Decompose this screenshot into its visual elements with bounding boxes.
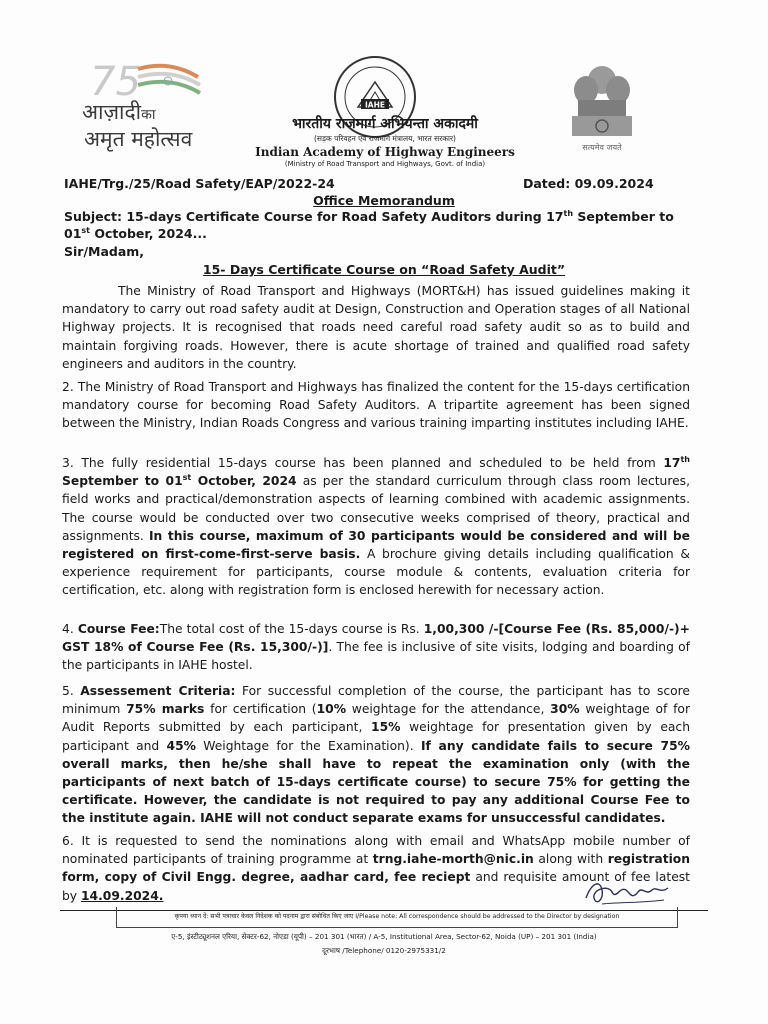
footer-telephone: दूरभाष /Telephone/ 0120-2975331/2 xyxy=(322,946,446,955)
national-emblem-icon xyxy=(556,58,648,158)
logo-ka: का xyxy=(141,107,156,123)
paragraph-1: The Ministry of Road Transport and Highways (MORT&H) has issued guidelines making it mandatory to carry out road safety audit at Design, Construction and Operation stages of all National Highway projects. It is recognised that roads need careful road safety audit so as to build and maintain forgiving roads. However, there is acute shortage of trained and qualified road safety engineers and auditors in the country. xyxy=(62,284,690,371)
ministry-english: (Ministry of Road Transport and Highways, Govt. of India) xyxy=(284,160,486,168)
memo-subject: Subject: 15-days Certificate Course for Road Safety Auditors during 17th September to 01st October, 2024... xyxy=(64,208,674,241)
ministry-hindi: (सड़क परिवहन एवं राजमार्ग मंत्रालय, भारत सरकार) xyxy=(314,134,456,143)
paragraph-2: 2. The Ministry of Road Transport and Highways has finalized the content for the 15-days certification mandatory course for becoming Road Safety Auditors. A tripartite agreement has been signed between the Ministry, Indian Roads Congress and various training imparting institutes including IAHE. xyxy=(62,380,690,431)
signature-icon xyxy=(582,876,672,910)
course-title: 15- Days Certificate Course on “Road Safety Audit” xyxy=(202,262,566,277)
deadline-date: 14.09.2024. xyxy=(81,888,164,903)
institute-header xyxy=(240,116,530,169)
paragraph-5-assessment: 5. Assessement Criteria: For successful completion of the course, the participant has to score minimum 75% marks for certification (10% weightage for the attendance, 30% weightage of for Audit Reports submitted by each participant, 15% weightage for presentation given by each participant and 45% Weightage for the Examination). If any candidate fails to secure 75% overall marks, then he/she shall have to repeat the examination only (with the participants of next batch of 15-days certificate course) to secure 75% for getting the certificate. However, the candidate is not required to pay any additional Course Fee to the institute again. IAHE will not conduct separate exams for unsuccessful candidates. xyxy=(62,684,691,826)
emblem-motto: सत्यमेव जयते xyxy=(582,143,622,152)
paragraph-4-course-fee: 4. Course Fee:The total cost of the 15-days course is Rs. 1,00,300 /-[Course Fee (Rs. 85,000/-)+ GST 18% of Course Fee (Rs. 15,300/-)]. The fee is inclusive of site visits, lodging and boarding of the participants in IAHE hostel. xyxy=(62,622,691,673)
logo-line2: अमृत महोत्सव xyxy=(84,127,193,151)
paragraph-6-nominations: 6. It is requested to send the nominations along with email and WhatsApp mobile number of nominated participants of training programme at trng.iahe-morth@nic.in along with registration form, copy of Civil Engg. degree, aadhar card, fee reciept and requisite amount of fee latest by 14.09.2024. xyxy=(62,834,690,903)
memo-date: Dated: 09.09.2024 xyxy=(523,176,654,191)
paragraph-3: 3. The fully residential 15-days course has been planned and scheduled to be held from 17th September to 01st October, 2024 as per the standard curriculum through class room lectures, field works and practical/demonstration aspects of learning combined with academic assignments. The course would be conducted over two consecutive weeks comprised of theory, practical and assignments. In this course, maximum of 30 participants would be considered and will be registered on first-come-first-serve basis. A brochure giving details including qualification & experience requirement for participants, course module & contents, evaluation criteria for certification, etc. along with registration form is enclosed herewith for necessary action. xyxy=(62,454,690,598)
institute-name-english: Indian Academy of Highway Engineers xyxy=(255,145,515,159)
seal-text: IAHE xyxy=(365,100,385,110)
footer-address: ए-5, इंस्टीट्यूशनल एरिया, सेक्टर-62, नोएडा (यूपी) – 201 301 (भारत) / A-5, Institutional Area, Sector-62, Noida (UP) – 201 301 (India) xyxy=(171,932,597,941)
salutation: Sir/Madam, xyxy=(64,244,145,259)
logo-line1: आज़ादी xyxy=(82,100,142,124)
reference-number: IAHE/Trg./25/Road Safety/EAP/2022-24 xyxy=(64,176,335,191)
memo-heading: Office Memorandum xyxy=(313,193,455,208)
institute-name-hindi: भारतीय राजमार्ग अभियन्ता अकादमी xyxy=(292,116,478,132)
logo-text xyxy=(82,100,192,151)
logo-number: 75 xyxy=(90,59,141,105)
correspondence-note: कृपया ध्यान दें: सभी पत्राचार केवल निदेशक को पदनाम द्वारा संबोधित किए जाए I/Please note: All correspondence should be addressed to the Director by designation xyxy=(116,907,678,928)
email-address[interactable]: trng.iahe-morth@nic.in xyxy=(372,852,534,867)
